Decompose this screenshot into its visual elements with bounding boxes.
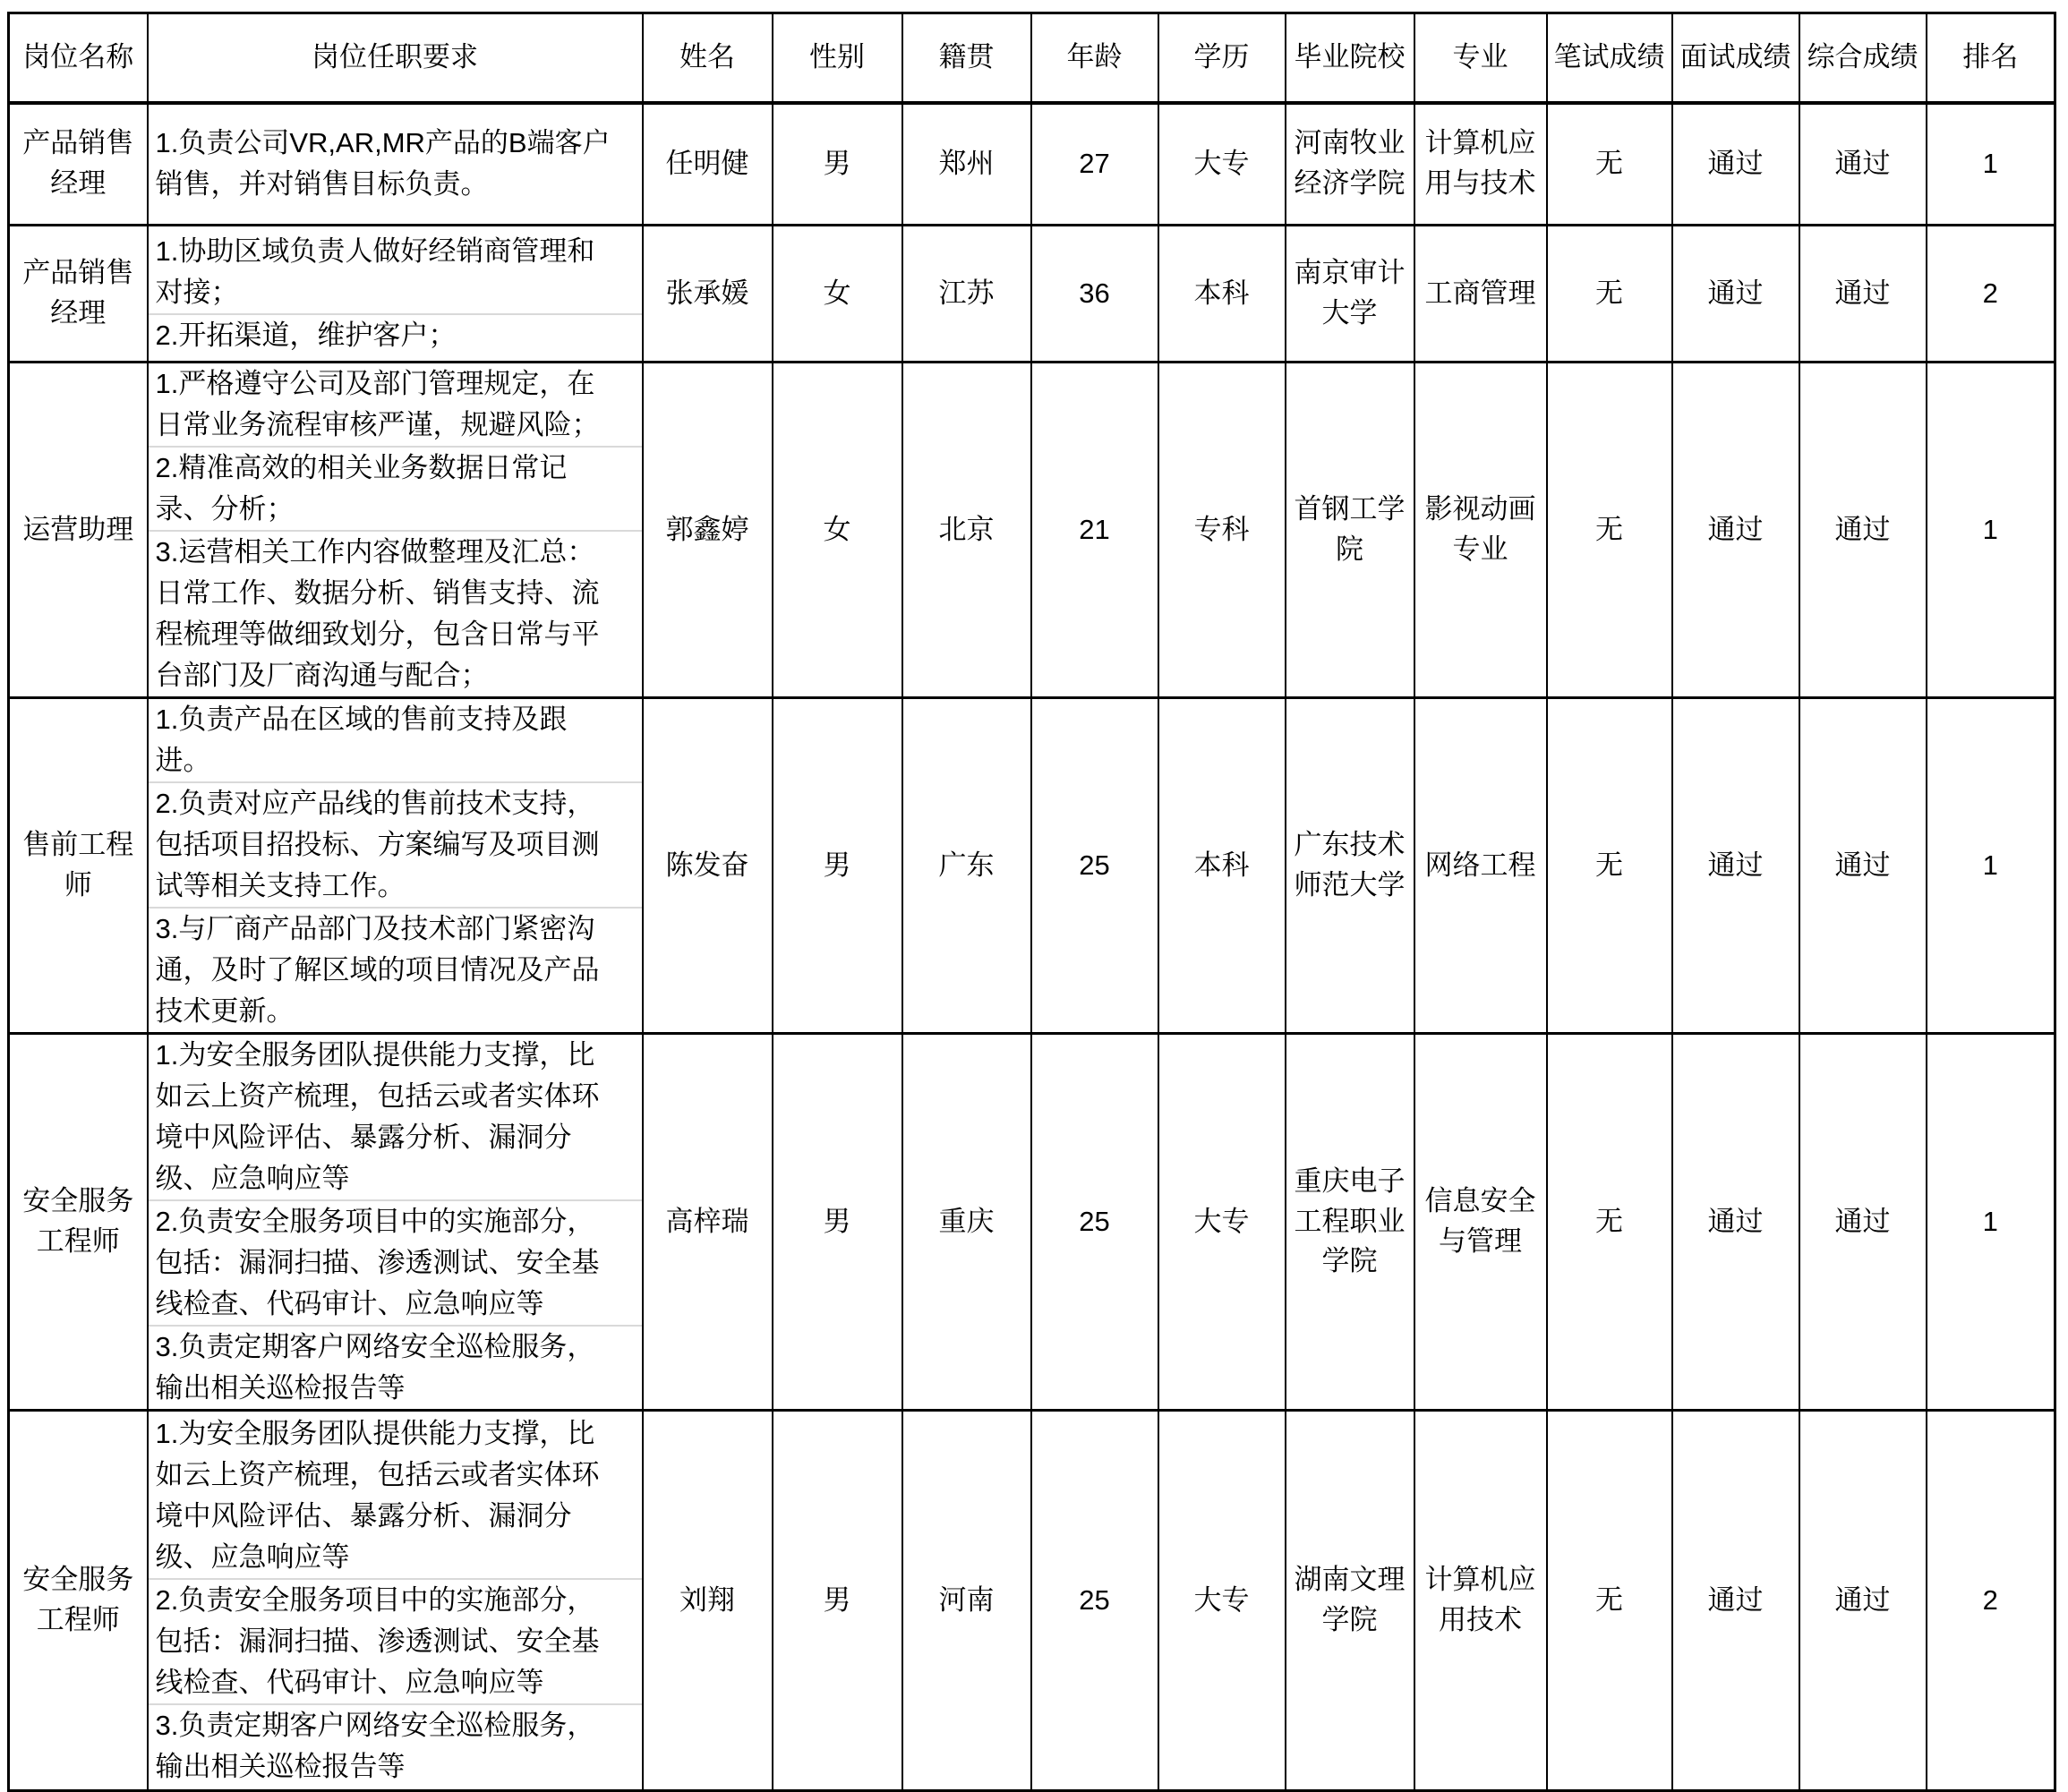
column-header-position: 岗位名称 xyxy=(9,13,148,103)
rank-cell: 1 xyxy=(1927,1034,2055,1411)
table-row xyxy=(9,103,2055,226)
requirement-item: 1.协助区域负责人做好经销商管理和对接； xyxy=(149,231,642,315)
age-cell: 25 xyxy=(1031,1034,1158,1411)
age-cell: 25 xyxy=(1031,698,1158,1034)
education-cell: 本科 xyxy=(1158,226,1286,363)
interview-score-cell: 通过 xyxy=(1672,103,1799,226)
position-cell: 安全服务工程师 xyxy=(9,1034,148,1411)
overall-score-cell: 通过 xyxy=(1799,1034,1927,1411)
column-header-hometown: 籍贯 xyxy=(902,13,1031,103)
requirements-cell xyxy=(148,698,643,1034)
interview-score-cell: 通过 xyxy=(1672,1034,1799,1411)
requirement-item: 3.运营相关工作内容做整理及汇总：日常工作、数据分析、销售支持、流程梳理等做细致划分，包含日常与平台部门及厂商沟通与配合； xyxy=(155,536,600,691)
requirement-item: 2.开拓渠道，维护客户； xyxy=(155,320,457,351)
major-cell: 信息安全与管理 xyxy=(1414,1034,1547,1411)
requirement-item: 2.精准高效的相关业务数据日常记录、分析； xyxy=(149,448,642,532)
requirement-item: 1.负责公司VR,AR,MR产品的B端客户销售，并对销售目标负责。 xyxy=(155,127,611,201)
rank-cell: 2 xyxy=(1927,1411,2055,1791)
name-cell: 郭鑫婷 xyxy=(643,363,773,698)
rank-cell: 1 xyxy=(1927,698,2055,1034)
table-header-row xyxy=(9,13,2055,103)
requirement-item: 2.负责安全服务项目中的实施部分，包括：漏洞扫描、渗透测试、安全基线检查、代码审计、应急响应等 xyxy=(149,1201,642,1327)
position-cell: 安全服务工程师 xyxy=(9,1411,148,1791)
requirement-item: 1.严格遵守公司及部门管理规定，在日常业务流程审核严谨，规避风险； xyxy=(149,363,642,448)
position-cell: 产品销售经理 xyxy=(9,226,148,363)
requirement-item: 1.为安全服务团队提供能力支撑，比如云上资产梳理，包括云或者实体环境中风险评估、暴露分析、漏洞分级、应急响应等 xyxy=(149,1035,642,1201)
column-header-overall-score: 综合成绩 xyxy=(1799,13,1927,103)
gender-cell: 女 xyxy=(773,226,902,363)
name-cell: 高梓瑞 xyxy=(643,1034,773,1411)
written-score-cell: 无 xyxy=(1547,103,1672,226)
table-row xyxy=(9,226,2055,363)
requirement-item: 3.负责定期客户网络安全巡检服务，输出相关巡检报告等 xyxy=(155,1710,595,1782)
requirements-cell xyxy=(148,1411,643,1791)
age-cell: 25 xyxy=(1031,1411,1158,1791)
interview-score-cell: 通过 xyxy=(1672,363,1799,698)
table-row xyxy=(9,1411,2055,1791)
name-cell: 任明健 xyxy=(643,103,773,226)
requirement-item: 2.负责安全服务项目中的实施部分，包括：漏洞扫描、渗透测试、安全基线检查、代码审计、应急响应等 xyxy=(149,1580,642,1705)
position-cell: 运营助理 xyxy=(9,363,148,698)
education-cell: 大专 xyxy=(1158,103,1286,226)
education-cell: 本科 xyxy=(1158,698,1286,1034)
overall-score-cell: 通过 xyxy=(1799,226,1927,363)
rank-cell: 2 xyxy=(1927,226,2055,363)
name-cell: 张承媛 xyxy=(643,226,773,363)
interview-score-cell: 通过 xyxy=(1672,226,1799,363)
requirement-item: 1.负责产品在区域的售前支持及跟进。 xyxy=(149,699,642,783)
education-cell: 大专 xyxy=(1158,1411,1286,1791)
overall-score-cell: 通过 xyxy=(1799,698,1927,1034)
hometown-cell: 郑州 xyxy=(902,103,1031,226)
name-cell: 陈发奋 xyxy=(643,698,773,1034)
hometown-cell: 重庆 xyxy=(902,1034,1031,1411)
position-cell: 产品销售经理 xyxy=(9,103,148,226)
requirement-item: 3.负责定期客户网络安全巡检服务，输出相关巡检报告等 xyxy=(155,1331,595,1404)
column-header-interview-score: 面试成绩 xyxy=(1672,13,1799,103)
column-header-requirements: 岗位任职要求 xyxy=(148,13,643,103)
gender-cell: 男 xyxy=(773,1411,902,1791)
gender-cell: 男 xyxy=(773,103,902,226)
written-score-cell: 无 xyxy=(1547,698,1672,1034)
age-cell: 36 xyxy=(1031,226,1158,363)
requirements-cell xyxy=(148,226,643,363)
school-cell: 广东技术师范大学 xyxy=(1286,698,1414,1034)
requirement-item: 3.与厂商产品部门及技术部门紧密沟通，及时了解区域的项目情况及产品技术更新。 xyxy=(155,913,600,1027)
gender-cell: 女 xyxy=(773,363,902,698)
table-row xyxy=(9,698,2055,1034)
written-score-cell: 无 xyxy=(1547,1034,1672,1411)
overall-score-cell: 通过 xyxy=(1799,363,1927,698)
requirements-cell xyxy=(148,103,643,226)
school-cell: 南京审计大学 xyxy=(1286,226,1414,363)
written-score-cell: 无 xyxy=(1547,226,1672,363)
gender-cell: 男 xyxy=(773,698,902,1034)
requirement-item: 1.为安全服务团队提供能力支撑，比如云上资产梳理，包括云或者实体环境中风险评估、暴露分析、漏洞分级、应急响应等 xyxy=(149,1413,642,1580)
hometown-cell: 江苏 xyxy=(902,226,1031,363)
rank-cell: 1 xyxy=(1927,103,2055,226)
major-cell: 网络工程 xyxy=(1414,698,1547,1034)
recruitment-results-table xyxy=(7,12,2056,1792)
hometown-cell: 广东 xyxy=(902,698,1031,1034)
hometown-cell: 北京 xyxy=(902,363,1031,698)
overall-score-cell: 通过 xyxy=(1799,103,1927,226)
requirements-cell xyxy=(148,1034,643,1411)
column-header-name: 姓名 xyxy=(643,13,773,103)
overall-score-cell: 通过 xyxy=(1799,1411,1927,1791)
gender-cell: 男 xyxy=(773,1034,902,1411)
table-row xyxy=(9,1034,2055,1411)
column-header-age: 年龄 xyxy=(1031,13,1158,103)
column-header-school: 毕业院校 xyxy=(1286,13,1414,103)
hometown-cell: 河南 xyxy=(902,1411,1031,1791)
major-cell: 工商管理 xyxy=(1414,226,1547,363)
age-cell: 27 xyxy=(1031,103,1158,226)
major-cell: 影视动画专业 xyxy=(1414,363,1547,698)
position-cell: 售前工程师 xyxy=(9,698,148,1034)
interview-score-cell: 通过 xyxy=(1672,698,1799,1034)
requirement-item: 2.负责对应产品线的售前技术支持，包括项目招投标、方案编写及项目测试等相关支持工作。 xyxy=(149,783,642,909)
school-cell: 首钢工学院 xyxy=(1286,363,1414,698)
education-cell: 大专 xyxy=(1158,1034,1286,1411)
school-cell: 河南牧业经济学院 xyxy=(1286,103,1414,226)
column-header-major: 专业 xyxy=(1414,13,1547,103)
major-cell: 计算机应用与技术 xyxy=(1414,103,1547,226)
written-score-cell: 无 xyxy=(1547,1411,1672,1791)
school-cell: 重庆电子工程职业学院 xyxy=(1286,1034,1414,1411)
results-table-body xyxy=(9,103,2055,1791)
age-cell: 21 xyxy=(1031,363,1158,698)
column-header-written-score: 笔试成绩 xyxy=(1547,13,1672,103)
major-cell: 计算机应用技术 xyxy=(1414,1411,1547,1791)
written-score-cell: 无 xyxy=(1547,363,1672,698)
education-cell: 专科 xyxy=(1158,363,1286,698)
column-header-rank: 排名 xyxy=(1927,13,2055,103)
column-header-education: 学历 xyxy=(1158,13,1286,103)
school-cell: 湖南文理学院 xyxy=(1286,1411,1414,1791)
column-header-gender: 性别 xyxy=(773,13,902,103)
table-row xyxy=(9,363,2055,698)
rank-cell: 1 xyxy=(1927,363,2055,698)
interview-score-cell: 通过 xyxy=(1672,1411,1799,1791)
requirements-cell xyxy=(148,363,643,698)
name-cell: 刘翔 xyxy=(643,1411,773,1791)
